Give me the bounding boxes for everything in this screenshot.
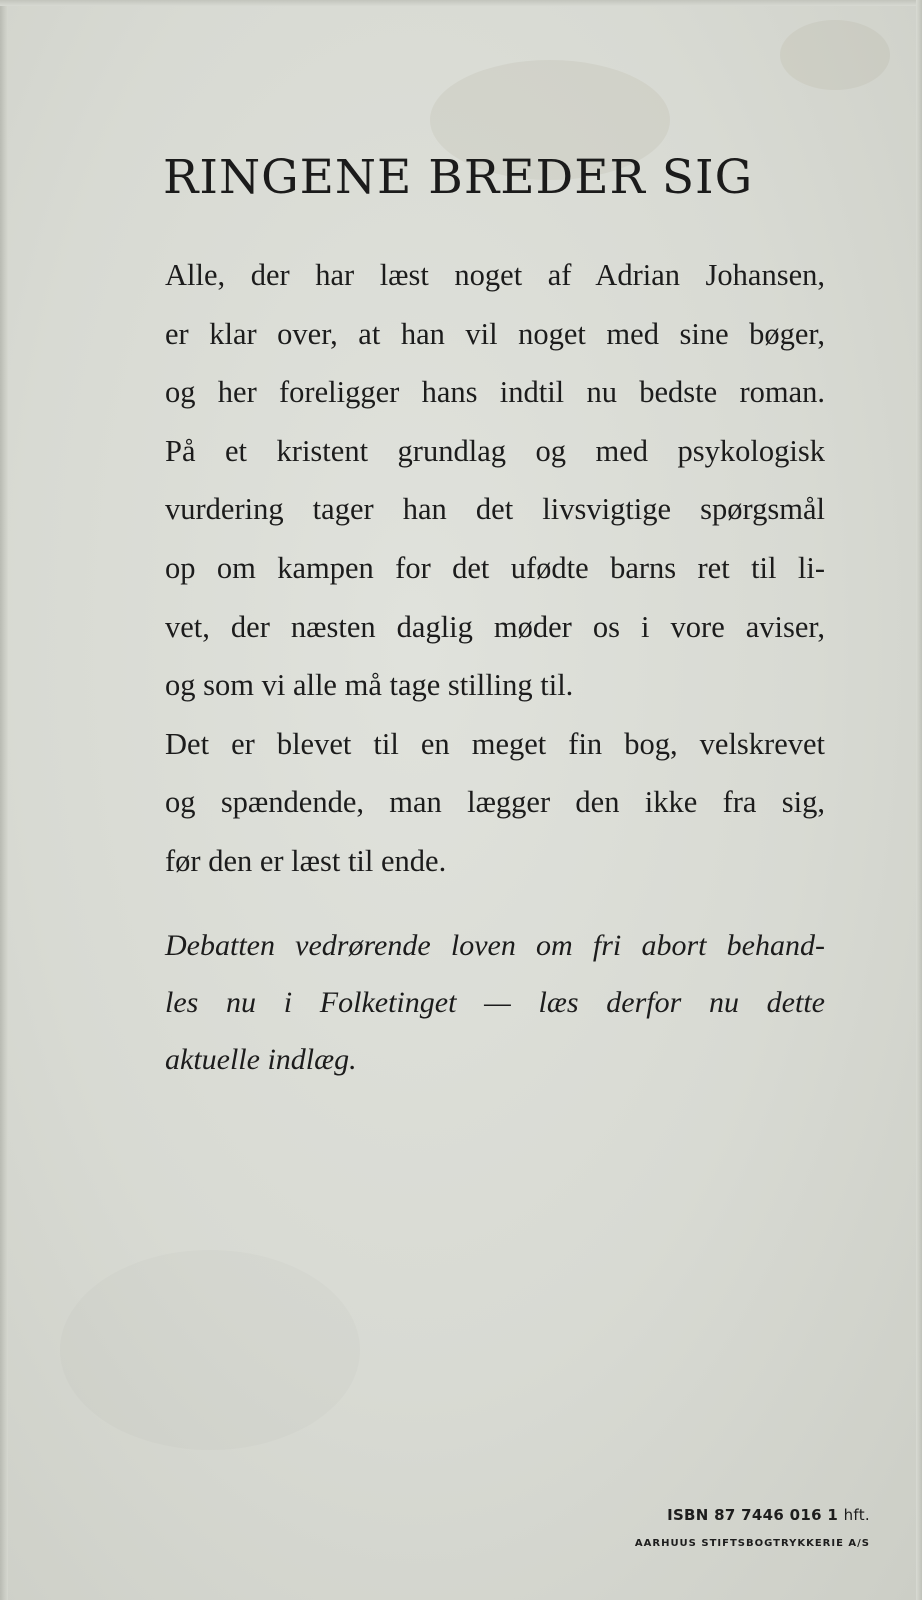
printer-imprint: AARHUUS STIFTSBOGTRYKKERIE A/S [634,1538,870,1549]
blurb-line: og spændende, man lægger den ikke fra sig, [165,785,825,820]
italic-note [165,917,825,1088]
isbn-line [667,1506,870,1524]
blurb-line: før den er læst til ende. [165,843,447,878]
isbn-number: ISBN 87 7446 016 1 [667,1506,839,1524]
cover-edge-left [0,0,8,1600]
paper-stain [780,20,890,90]
blurb-paragraph [165,246,825,891]
paper-stain [60,1250,360,1450]
blurb-line: På et kristent grundlag og med psykologisk [165,433,825,468]
blurb-line: er klar over, at han vil noget med sine bøger, [165,316,825,351]
blurb-line: vurdering tager han det livsvigtige spørgsmål [165,492,825,527]
note-line: aktuelle indlæg. [165,1043,357,1076]
blurb-line: og som vi alle må tage stilling til. [165,668,574,703]
blurb-line: Alle, der har læst noget af Adrian Johansen, [165,258,825,292]
blurb-line: vet, der næsten daglig møder os i vore aviser, [165,609,825,644]
blurb-line: op om kampen for det ufødte barns ret til li- [165,550,825,585]
cover-edge-right [916,0,922,1600]
book-title: RINGENE BREDER SIG [163,150,754,205]
note-line: Debatten vedrørende loven om fri abort behand- [165,929,825,962]
blurb-line: Det er blevet til en meget fin bog, velskrevet [165,726,825,761]
isbn-binding: hft. [843,1506,870,1524]
blurb-line: og her foreligger hans indtil nu bedste roman. [165,375,825,410]
cover-edge-top [0,0,922,6]
note-line: les nu i Folketinget — læs derfor nu dette [165,986,825,1019]
